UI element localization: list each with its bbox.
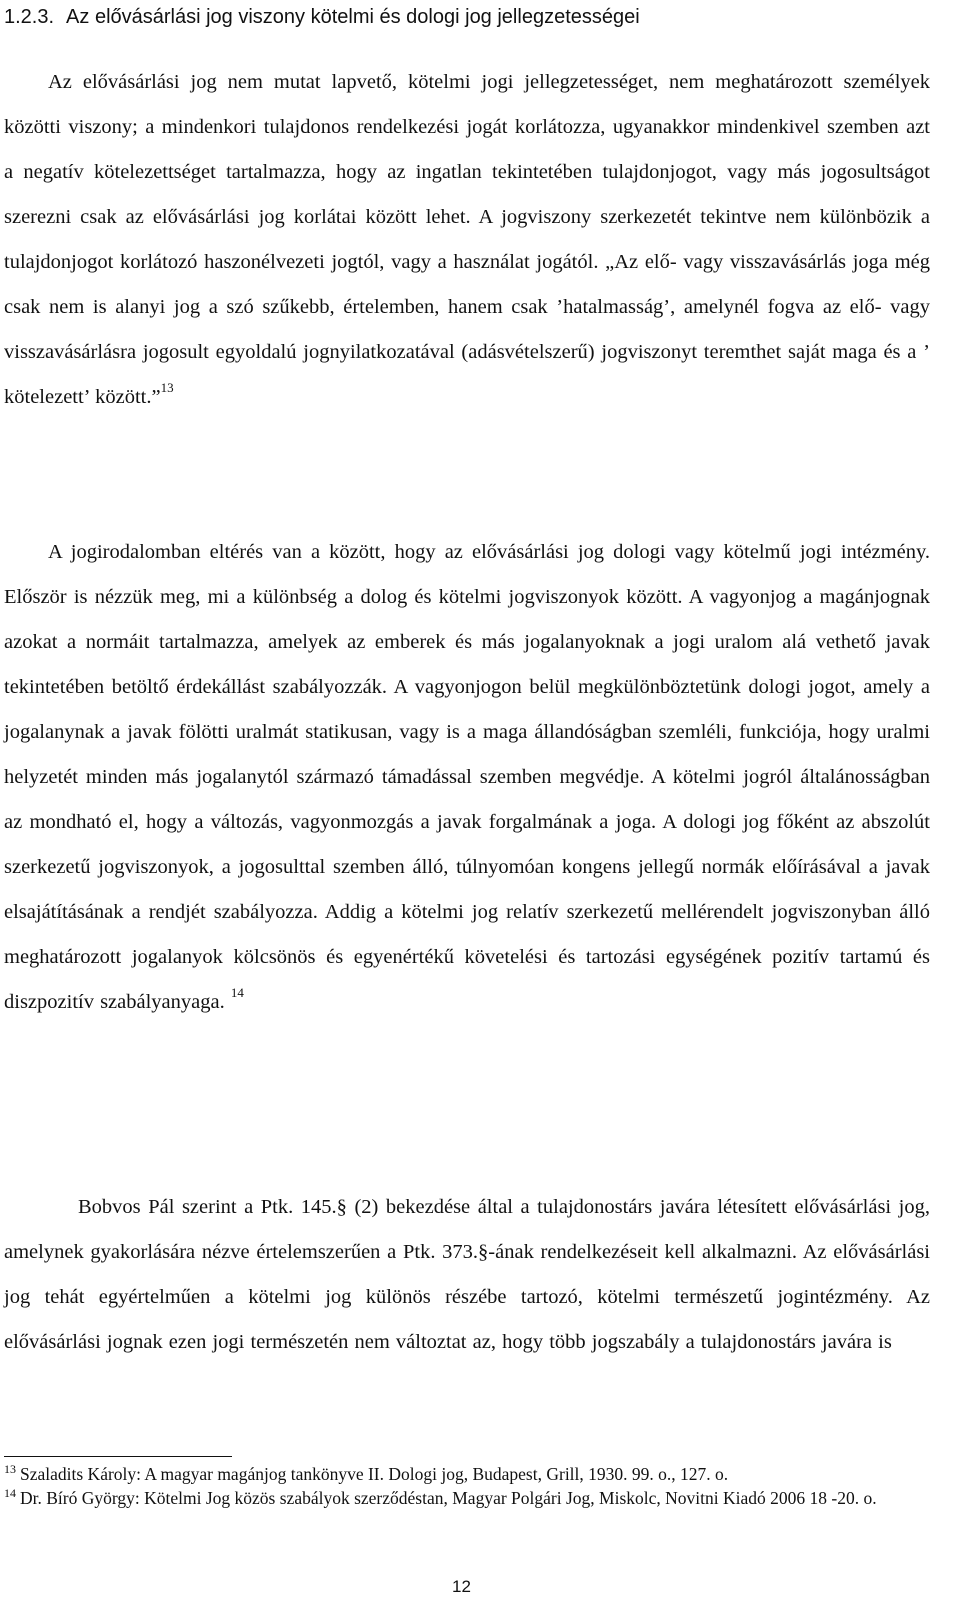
footnote-text: Szaladits Károly: A magyar magánjog tankönyve II. Dologi jog, Budapest, Grill, 1930. 99. o., 127. o. bbox=[20, 1464, 729, 1484]
section-title: Az elővásárlási jog viszony kötelmi és dologi jog jellegzetességei bbox=[66, 6, 640, 28]
section-number: 1.2.3. bbox=[4, 6, 55, 28]
paragraph-2-text: A jogirodalomban eltérés van a között, hogy az elővásárlási jog dologi vagy kötelmű jogi intézmény. Először is nézzük meg, mi a különbség a dolog és kötelmi jogviszonyok között. A vagyonjog a magánjognak azokat a normáit tartalmazza, amelyek az emberek és más jogalanyoknak a jogi uralom alá vethető javak tekintetében betöltő érdekállást szabályozzák. A vagyonjogon belül megkülönböztetünk dologi jogot, amely a jogalanynak a javak fölötti uralmát statikusan, vagy is a maga állandóságban szemléli, funkciója, hogy uralmi helyzetét minden más jogalanytól származó támadással szemben megvédje. A kötelmi jogról általánosságban az mondható el, hogy a változás, vagyonmozgás a javak forgalmának a joga. A dologi jog főként az abszolút szerkezetű jogviszonyok, a jogosulttal szemben álló, túlnyomóan kongens jellegű normák előírásával a javak elsajátításának a rendjét szabályozza. Addig a kötelmi jog relatív szerkezetű mellérendelt jogviszonyban álló meghatározott jogalanyok kölcsönös és egyenértékű követelési és tartozási egységének pozitív tartamú és diszpozitív szabályanyaga. bbox=[4, 541, 930, 1013]
footnote-13 bbox=[4, 1462, 934, 1486]
footnote-mark: 13 bbox=[4, 1462, 16, 1476]
section-heading bbox=[4, 2, 944, 32]
paragraph-1-text: Az elővásárlási jog nem mutat lapvető, kötelmi jogi jellegzetességet, nem meghatározott személyek közötti viszony; a mindenkori tulajdonos rendelkezési jogát korlátozza, ugyanakkor mindenkivel szemben azt a negatív kötelezettséget tartalmazza, hogy az ingatlan tekintetében tulajdonjogot, vagy más jogosultságot szerezni csak az elővásárlási jog korlátai között lehet. A jogviszony szerkezetét tekintve nem különbözik a tulajdonjogot korlátozó haszonélvezeti jogtól, vagy a használat jogától. „Az elő- vagy visszavásárlás joga még csak nem is alanyi jog a szó szűkebb, értelemben, hanem csak ’hatalmasság’, amelynél fogva az elő- vagy visszavásárlásra jogosult egyoldalú jognyilatkozatával (adásvételszerű) jogviszonyt teremthet saját maga és a ’ kötelezett’ között.” bbox=[4, 71, 930, 408]
footnote-separator bbox=[4, 1456, 232, 1457]
footnote-ref-13[interactable]: 13 bbox=[160, 380, 174, 396]
footnote-text: Dr. Bíró György: Kötelmi Jog közös szabályok szerződéstan, Magyar Polgári Jog, Miskolc, Novitni Kiadó 2006 18 -20. o. bbox=[20, 1488, 877, 1508]
paragraph-3 bbox=[4, 1185, 930, 1365]
footnote-14 bbox=[4, 1486, 934, 1510]
footnote-ref-14[interactable]: 14 bbox=[230, 985, 244, 1001]
paragraph-2 bbox=[4, 530, 930, 1025]
footnotes bbox=[4, 1462, 934, 1510]
paragraph-1 bbox=[4, 60, 930, 420]
footnote-mark: 14 bbox=[4, 1486, 16, 1500]
paragraph-3-text: Bobvos Pál szerint a Ptk. 145.§ (2) bekezdése által a tulajdonostárs javára létesített elővásárlási jog, amelynek gyakorlására nézve értelemszerűen a Ptk. 373.§-ának rendelkezéseit kell alkalmazni. Az elővásárlási jog tehát egyértelműen a kötelmi jog különös részébe tartozó, kötelmi természetű jogintézmény. Az elővásárlási jognak ezen jogi természetén nem változtat az, hogy több jogszabály a tulajdonostárs javára is bbox=[4, 1196, 930, 1353]
page-number: 12 bbox=[452, 1577, 471, 1596]
